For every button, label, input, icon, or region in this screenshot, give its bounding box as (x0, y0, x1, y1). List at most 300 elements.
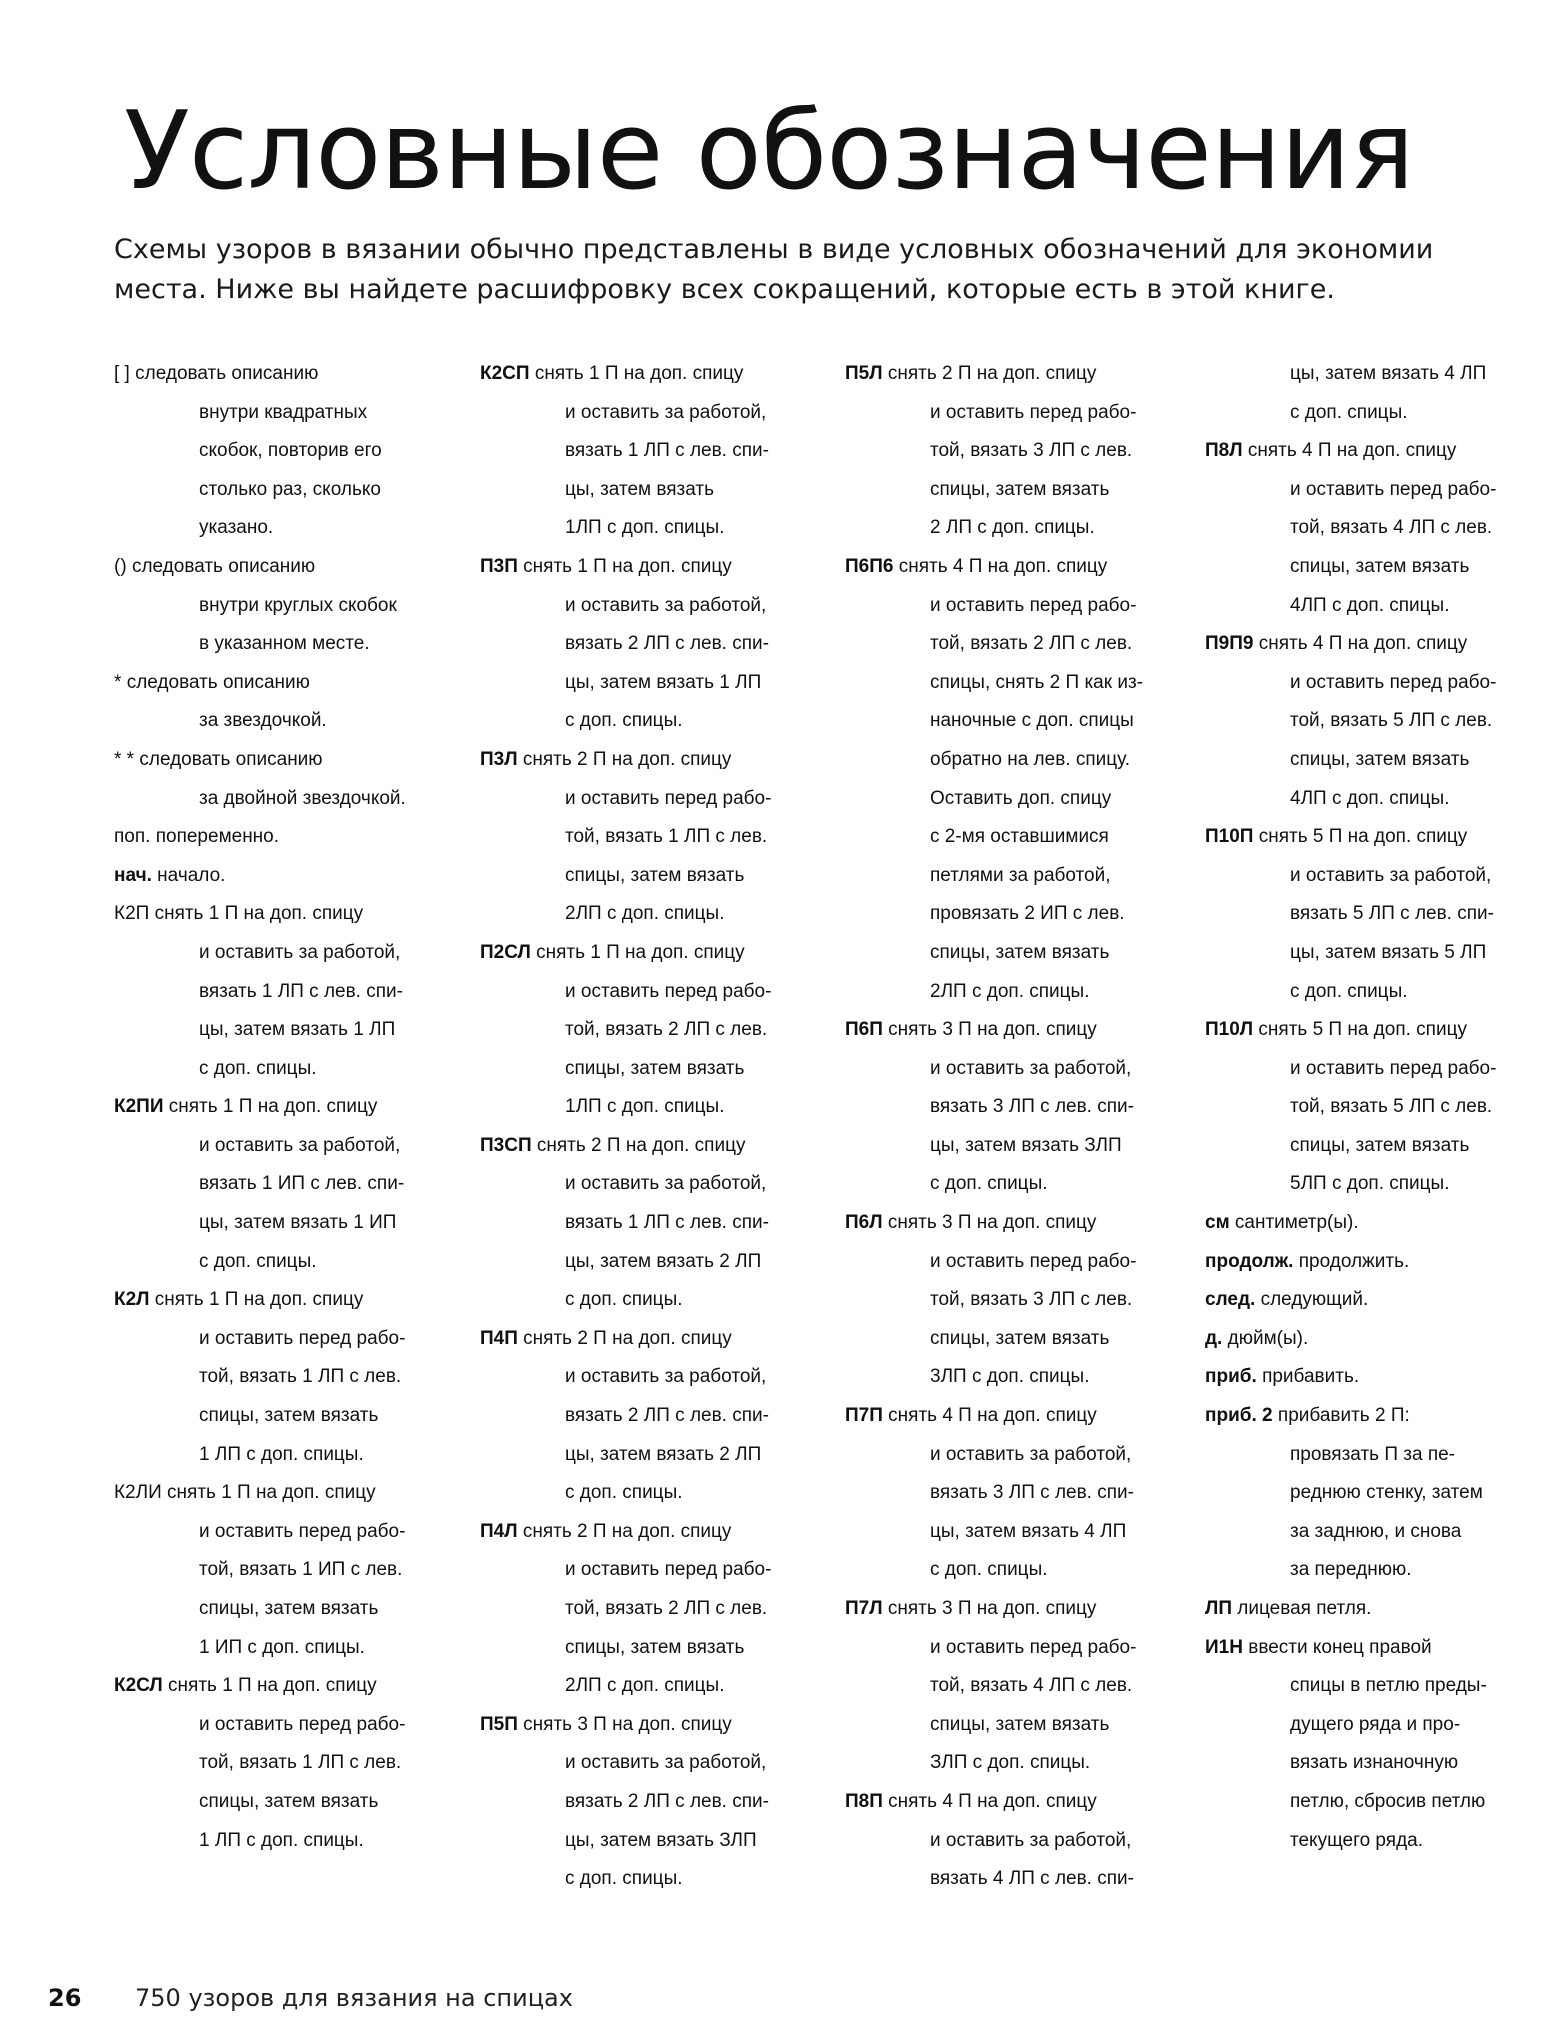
entry-first-line (1205, 1590, 1555, 1629)
entry-first-line (114, 548, 464, 587)
glossary-definition: вязать 2 ЛП с лев. спи- (565, 1790, 769, 1812)
entry-continuation-line (114, 587, 464, 626)
glossary-definition: попеременно. (155, 826, 280, 848)
entry-continuation-line (1205, 1822, 1555, 1861)
glossary-definition: прибавить 2 П: (1277, 1405, 1410, 1427)
entry-continuation-line (480, 1629, 810, 1668)
entry-first-line (480, 934, 810, 973)
glossary-definition: провязать 2 ИП с лев. (930, 903, 1125, 925)
entry-continuation-line (845, 625, 1185, 664)
entry-continuation-line (480, 1551, 810, 1590)
glossary-definition: и оставить перед рабо- (199, 1327, 406, 1349)
entry-continuation-line (114, 1320, 464, 1359)
entry-continuation-line (1205, 548, 1555, 587)
glossary-definition: с доп. спицы. (565, 1289, 683, 1311)
glossary-definition: той, вязать 2 ЛП с лев. (565, 1598, 768, 1619)
glossary-term: П6Л (845, 1212, 883, 1234)
glossary-definition: цы, затем вязать 2 ЛП (565, 1443, 762, 1465)
entry-first-line (114, 1474, 464, 1513)
entry-first-line (845, 1590, 1185, 1629)
entry-first-line (114, 857, 464, 896)
entry-continuation-line (845, 1822, 1185, 1861)
entry-first-line (1205, 1358, 1555, 1397)
glossary-entry (114, 1088, 464, 1281)
glossary-definition: и оставить за работой, (565, 594, 767, 616)
glossary-term: П3СП (480, 1134, 532, 1156)
entry-continuation-line (114, 1551, 464, 1590)
glossary-entry (1205, 1204, 1555, 1243)
glossary-definition: вязать 5 ЛП с лев. спи- (1290, 903, 1494, 925)
glossary-definition: 1 ЛП с доп. спицы. (199, 1829, 364, 1851)
glossary-term: след. (1205, 1289, 1256, 1311)
glossary-definition: снять 4 П на доп. спицу (1247, 440, 1457, 462)
entry-continuation-line (480, 702, 810, 741)
entry-continuation-line (1205, 702, 1555, 741)
entry-first-line (1205, 1011, 1555, 1050)
glossary-definition: 4ЛП с доп. спицы. (1290, 594, 1450, 616)
entry-continuation-line (845, 1088, 1185, 1127)
glossary-entry (1205, 432, 1555, 625)
entry-continuation-line (1205, 780, 1555, 819)
glossary-definition: цы, затем вязать (565, 478, 714, 500)
entry-continuation-line (845, 973, 1185, 1012)
entry-continuation-line (114, 1783, 464, 1822)
entry-first-line (114, 1281, 464, 1320)
entry-continuation-line (845, 741, 1185, 780)
glossary-definition: той, вязать 1 ЛП с лев. (199, 1752, 402, 1774)
entry-continuation-line (480, 1436, 810, 1475)
entry-continuation-line (845, 818, 1185, 857)
glossary-definition: ввести конец правой (1248, 1636, 1432, 1658)
glossary-definition: вязать изнаночную (1290, 1752, 1459, 1774)
entry-continuation-line (114, 1243, 464, 1282)
glossary-definition: петлю, сбросив петлю (1290, 1790, 1486, 1812)
glossary-term: приб. 2 (1205, 1405, 1273, 1427)
entry-first-line (1205, 1629, 1555, 1668)
glossary-definition: с доп. спицы. (565, 1868, 683, 1890)
book-title: 750 узоров для вязания на спицах (135, 1984, 573, 2012)
glossary-definition: спицы, затем вязать (930, 478, 1110, 500)
glossary-term: П8Л (1205, 440, 1243, 462)
entry-first-line (1205, 1397, 1555, 1436)
entry-first-line (845, 1397, 1185, 1436)
glossary-definition: снять 4 П на доп. спицу (888, 1405, 1097, 1427)
glossary-entry (1205, 1320, 1555, 1359)
entry-continuation-line (114, 1127, 464, 1166)
glossary-definition: в указанном месте. (199, 633, 370, 655)
glossary-column-4 (1205, 355, 1555, 1860)
entry-continuation-line (1205, 1513, 1555, 1552)
glossary-definition: 1 ЛП с доп. спицы. (199, 1443, 364, 1465)
glossary-definition: 5ЛП с доп. спицы. (1290, 1173, 1450, 1195)
entry-continuation-line (114, 509, 464, 548)
entry-continuation-line (480, 664, 810, 703)
entry-continuation-line (114, 973, 464, 1012)
glossary-definition: 2ЛП с доп. спицы. (565, 1675, 725, 1697)
entry-continuation-line (845, 1706, 1185, 1745)
glossary-entry (114, 1281, 464, 1474)
entry-continuation-line (845, 895, 1185, 934)
entry-continuation-line (845, 1320, 1185, 1359)
entry-continuation-line (845, 664, 1185, 703)
entry-continuation-line (114, 1397, 464, 1436)
glossary-term: П2СЛ (480, 941, 531, 963)
glossary-term: К2ПИ (114, 1096, 164, 1118)
glossary-term: см (1205, 1212, 1230, 1234)
glossary-term: д. (1205, 1327, 1223, 1349)
glossary-definition: и оставить за работой, (930, 1829, 1132, 1851)
glossary-definition: снять 2 П на доп. спицу (887, 363, 1097, 384)
glossary-definition: спицы, затем вязать (930, 1713, 1110, 1735)
entry-continuation-line (114, 934, 464, 973)
glossary-term: ЛП (1205, 1598, 1232, 1619)
glossary-definition: вязать 3 ЛП с лев. спи- (930, 1096, 1134, 1118)
glossary-definition: спицы, затем вязать (199, 1790, 379, 1812)
glossary-definition: сантиметр(ы). (1234, 1212, 1359, 1234)
entry-continuation-line (1205, 1436, 1555, 1475)
glossary-entry (845, 1783, 1185, 1899)
glossary-definition: цы, затем вязать ЗЛП (930, 1134, 1122, 1156)
entry-continuation-line (1205, 1551, 1555, 1590)
entry-first-line (480, 1127, 810, 1166)
glossary-definition: следовать описанию (131, 555, 316, 577)
glossary-term: [ ] (114, 363, 130, 384)
intro-paragraph: Схемы узоров в вязании обычно представлены в виде условных обозначений для экономии места. Ниже вы найдете расшифровку всех сокращений, которые есть в этой книге. (114, 234, 1434, 305)
entry-continuation-line (480, 1590, 810, 1629)
entry-continuation-line (845, 1050, 1185, 1089)
entry-continuation-line (480, 1165, 810, 1204)
glossary-definition: и оставить перед рабо- (1290, 1057, 1497, 1079)
glossary-definition: скобок, повторив его (199, 440, 382, 462)
entry-continuation-line (480, 1281, 810, 1320)
entry-continuation-line (114, 1436, 464, 1475)
glossary-definition: снять 2 П на доп. спицу (522, 748, 732, 770)
glossary-definition: спицы в петлю преды- (1290, 1675, 1487, 1697)
entry-continuation-line (1205, 1127, 1555, 1166)
glossary-definition: той, вязать 5 ЛП с лев. (1290, 1096, 1493, 1118)
glossary-term: П3Л (480, 748, 518, 770)
glossary-entry (1205, 1590, 1555, 1629)
glossary-definition: снять 1 П на доп. спицу (534, 363, 744, 384)
entry-continuation-line (845, 1474, 1185, 1513)
glossary-definition: снять 4 П на доп. спицу (898, 555, 1108, 577)
glossary-term: П10Л (1205, 1019, 1254, 1041)
glossary-definition: и оставить перед рабо- (930, 401, 1137, 423)
glossary-term: нач. (114, 864, 152, 886)
glossary-definition: с доп. спицы. (930, 1559, 1048, 1581)
entry-continuation-line (480, 1783, 810, 1822)
glossary-definition: следовать описанию (126, 671, 310, 693)
glossary-entry (480, 1127, 810, 1320)
glossary-definition: снять 1 П на доп. спицу (168, 1096, 378, 1118)
glossary-term: И1Н (1205, 1636, 1243, 1658)
entry-continuation-line (114, 702, 464, 741)
glossary-term: продолж. (1205, 1250, 1294, 1272)
entry-continuation-line (480, 1088, 810, 1127)
glossary-definition: снять 1 П на доп. спицу (536, 941, 745, 963)
glossary-entry (114, 741, 464, 818)
page-footer (0, 1978, 1561, 2018)
glossary-definition: вязать 3 ЛП с лев. спи- (930, 1482, 1134, 1504)
glossary-definition: спицы, затем вязать (199, 1405, 379, 1427)
glossary-definition: провязать П за пе- (1290, 1443, 1456, 1465)
glossary-definition: с доп. спицы. (1290, 401, 1408, 423)
entry-continuation-line (480, 625, 810, 664)
glossary-entry (845, 355, 1185, 548)
glossary-definition: и оставить за работой, (565, 1173, 767, 1195)
glossary-definition: следовать описанию (139, 748, 323, 770)
glossary-definition: снять 4 П на доп. спицу (888, 1790, 1097, 1812)
glossary-entry (114, 818, 464, 857)
entry-continuation-line (114, 432, 464, 471)
glossary-column-3 (845, 355, 1185, 1899)
glossary-term: П8П (845, 1790, 883, 1812)
page-number: 26 (48, 1984, 82, 2012)
glossary-definition: и оставить за работой, (930, 1057, 1132, 1079)
entry-continuation-line (845, 1667, 1185, 1706)
glossary-definition: следовать описанию (135, 363, 319, 384)
glossary-entry (845, 1397, 1185, 1590)
entry-continuation-line (1205, 973, 1555, 1012)
glossary-definition: и оставить перед рабо- (565, 787, 772, 809)
glossary-definition: за заднюю, и снова (1290, 1520, 1462, 1542)
glossary-term: П4Л (480, 1520, 518, 1542)
glossary-definition: столько раз, сколько (199, 478, 381, 500)
glossary-definition: и оставить за работой, (1290, 864, 1492, 886)
entry-continuation-line (845, 1629, 1185, 1668)
glossary-definition: спицы, затем вязать (930, 1327, 1110, 1349)
entry-continuation-line (114, 1011, 464, 1050)
glossary-term: К2П (114, 903, 150, 925)
entry-first-line (114, 741, 464, 780)
glossary-definition: спицы, затем вязать (930, 941, 1110, 963)
glossary-definition: спицы, затем вязать (1290, 748, 1470, 770)
entry-first-line (845, 1204, 1185, 1243)
entry-continuation-line (845, 934, 1185, 973)
entry-first-line (480, 548, 810, 587)
entry-continuation-line (845, 471, 1185, 510)
entry-first-line (845, 1783, 1185, 1822)
glossary-definition: цы, затем вязать 4 ЛП (930, 1520, 1127, 1542)
glossary-definition: снять 5 П на доп. спицу (1258, 1019, 1467, 1041)
glossary-definition: той, вязать 3 ЛП с лев. (930, 1289, 1133, 1311)
entry-continuation-line (845, 509, 1185, 548)
glossary-definition: и оставить перед рабо- (565, 1559, 772, 1581)
entry-first-line (480, 1513, 810, 1552)
glossary-definition: с доп. спицы. (199, 1057, 317, 1079)
glossary-definition: лицевая петля. (1237, 1598, 1372, 1619)
entry-continuation-line (845, 1127, 1185, 1166)
glossary-definition: начало. (157, 864, 226, 886)
entry-first-line (114, 355, 464, 394)
entry-continuation-line (480, 857, 810, 896)
glossary-definition: и оставить за работой, (565, 401, 767, 423)
glossary-entry (114, 857, 464, 896)
glossary-definition: 4ЛП с доп. спицы. (1290, 787, 1450, 809)
entry-continuation-line (1205, 509, 1555, 548)
entry-first-line (1205, 432, 1555, 471)
glossary-definition: цы, затем вязать 4 ЛП (1290, 363, 1487, 384)
glossary-definition: снять 2 П на доп. спицу (522, 1520, 732, 1542)
glossary-term: К2СЛ (114, 1675, 163, 1697)
glossary-definition: с доп. спицы. (565, 1482, 683, 1504)
entry-first-line (480, 1320, 810, 1359)
glossary-entry (845, 1590, 1185, 1783)
glossary-definition: и оставить перед рабо- (1290, 671, 1497, 693)
entry-continuation-line (845, 1513, 1185, 1552)
glossary-term: * * (114, 748, 135, 770)
glossary-term: П9П9 (1205, 633, 1254, 655)
glossary-term: П7Л (845, 1598, 883, 1619)
glossary-definition: снять 1 П на доп. спицу (168, 1675, 377, 1697)
glossary-term: П5Л (845, 363, 883, 384)
glossary-term: П6П (845, 1019, 883, 1041)
glossary-column-2 (480, 355, 810, 1899)
glossary-term: П6П6 (845, 555, 894, 577)
glossary-definition: той, вязать 2 ЛП с лев. (565, 1019, 768, 1041)
entry-continuation-line (114, 1204, 464, 1243)
glossary-definition: дюйм(ы). (1227, 1327, 1309, 1349)
glossary-definition: снять 1 П на доп. спицу (154, 1289, 364, 1311)
entry-continuation-line (114, 1513, 464, 1552)
entry-continuation-line (845, 1744, 1185, 1783)
entry-continuation-line (845, 1165, 1185, 1204)
glossary-definition: за двойной звездочкой. (199, 787, 406, 809)
glossary-term: () (114, 555, 127, 577)
glossary-definition: прибавить. (1262, 1366, 1360, 1388)
entry-continuation-line (114, 1706, 464, 1745)
glossary-entry (114, 548, 464, 664)
entry-continuation-line (114, 1358, 464, 1397)
glossary-term: П10П (1205, 826, 1254, 848)
entry-first-line (1205, 1243, 1555, 1282)
glossary-definition: вязать 4 ЛП с лев. спи- (930, 1868, 1134, 1890)
glossary-definition: текущего ряда. (1290, 1829, 1423, 1851)
entry-continuation-line (1205, 1165, 1555, 1204)
entry-continuation-line (845, 1358, 1185, 1397)
glossary-entry (1205, 1243, 1555, 1282)
glossary-entry (480, 1513, 810, 1706)
glossary-term: К2СП (480, 363, 530, 384)
entry-continuation-line (114, 780, 464, 819)
glossary-definition: снять 2 П на доп. спицу (523, 1327, 732, 1349)
glossary-entry (114, 664, 464, 741)
entry-continuation-line (1205, 1744, 1555, 1783)
entry-continuation-line (480, 973, 810, 1012)
glossary-entry (1205, 1011, 1555, 1204)
entry-first-line (1205, 818, 1555, 857)
glossary-definition: указано. (199, 517, 274, 539)
entry-continuation-line (845, 1436, 1185, 1475)
glossary-entry (1205, 1629, 1555, 1861)
glossary-definition: 2 ЛП с доп. спицы. (930, 517, 1095, 539)
glossary-definition: цы, затем вязать 5 ЛП (1290, 941, 1487, 963)
glossary-definition: 2ЛП с доп. спицы. (930, 980, 1090, 1002)
entry-continuation-line (114, 1629, 464, 1668)
entry-continuation-line (1205, 741, 1555, 780)
glossary-definition: цы, затем вязать 1 ИП (199, 1212, 397, 1234)
entry-first-line (480, 1706, 810, 1745)
entry-continuation-line (1205, 587, 1555, 626)
entry-first-line (114, 895, 464, 934)
entry-continuation-line (114, 1590, 464, 1629)
glossary-definition: следующий. (1260, 1289, 1369, 1311)
glossary-definition: ЗЛП с доп. спицы. (930, 1752, 1091, 1774)
glossary-definition: вязать 2 ЛП с лев. спи- (565, 1405, 769, 1427)
glossary-entry (480, 1706, 810, 1899)
glossary-definition: вязать 1 ЛП с лев. спи- (199, 980, 403, 1002)
glossary-definition: снять 5 П на доп. спицу (1258, 826, 1468, 848)
entry-continuation-line (480, 818, 810, 857)
glossary-entry (845, 1204, 1185, 1397)
glossary-entry (480, 1320, 810, 1513)
glossary-definition: реднюю стенку, затем (1290, 1482, 1483, 1504)
entry-continuation-line (480, 509, 810, 548)
glossary-term: поп. (114, 826, 151, 848)
entry-continuation-line (114, 1744, 464, 1783)
glossary-column-1 (114, 355, 464, 1860)
entry-continuation-line (480, 1860, 810, 1899)
glossary-definition: спицы, затем вязать (565, 1636, 745, 1658)
glossary-definition: и оставить за работой, (565, 1752, 767, 1774)
glossary-entry (114, 1667, 464, 1860)
page-title: Условные обозначения (124, 89, 1414, 214)
glossary-definition: и оставить за работой, (565, 1366, 767, 1388)
glossary-entry (480, 355, 810, 548)
entry-continuation-line (480, 1243, 810, 1282)
glossary-entry (480, 548, 810, 741)
glossary-definition: с доп. спицы. (565, 710, 683, 732)
glossary-term: П5П (480, 1713, 518, 1735)
glossary-entry (480, 934, 810, 1127)
entry-continuation-line (114, 1165, 464, 1204)
entry-continuation-line (1205, 934, 1555, 973)
entry-continuation-line (114, 625, 464, 664)
glossary-entry (845, 1011, 1185, 1204)
glossary-entry (114, 1474, 464, 1667)
glossary-definition: внутри квадратных (199, 401, 368, 423)
entry-continuation-line (114, 1822, 464, 1861)
glossary-definition: 1ЛП с доп. спицы. (565, 1096, 725, 1118)
glossary-definition: спицы, снять 2 П как из- (930, 671, 1143, 693)
entry-continuation-line (480, 780, 810, 819)
glossary-definition: той, вязать 1 ИП с лев. (199, 1559, 403, 1581)
entry-first-line (480, 355, 810, 394)
entry-continuation-line (1205, 857, 1555, 896)
glossary-entry (1205, 625, 1555, 818)
glossary-entry (1205, 1358, 1555, 1397)
entry-continuation-line (480, 1011, 810, 1050)
glossary-entry (1205, 1397, 1555, 1590)
glossary-definition: цы, затем вязать 1 ЛП (199, 1019, 396, 1041)
glossary-term: П7П (845, 1405, 883, 1427)
glossary-definition: цы, затем вязать ЗЛП (565, 1829, 757, 1851)
glossary-definition: снять 3 П на доп. спицу (887, 1212, 1097, 1234)
glossary-definition: снять 1 П на доп. спицу (154, 903, 364, 925)
glossary-entry (114, 895, 464, 1088)
entry-first-line (1205, 625, 1555, 664)
glossary-definition: снять 3 П на доп. спицу (523, 1713, 732, 1735)
glossary-definition: той, вязать 1 ЛП с лев. (565, 826, 768, 848)
glossary-entry (1205, 818, 1555, 1011)
entry-continuation-line (1205, 1706, 1555, 1745)
glossary-definition: за звездочкой. (199, 710, 327, 732)
entry-continuation-line (845, 432, 1185, 471)
entry-continuation-line (1205, 1050, 1555, 1089)
glossary-definition: снять 1 П на доп. спицу (167, 1482, 376, 1504)
entry-continuation-line (845, 780, 1185, 819)
glossary-definition: петлями за работой, (930, 864, 1111, 886)
